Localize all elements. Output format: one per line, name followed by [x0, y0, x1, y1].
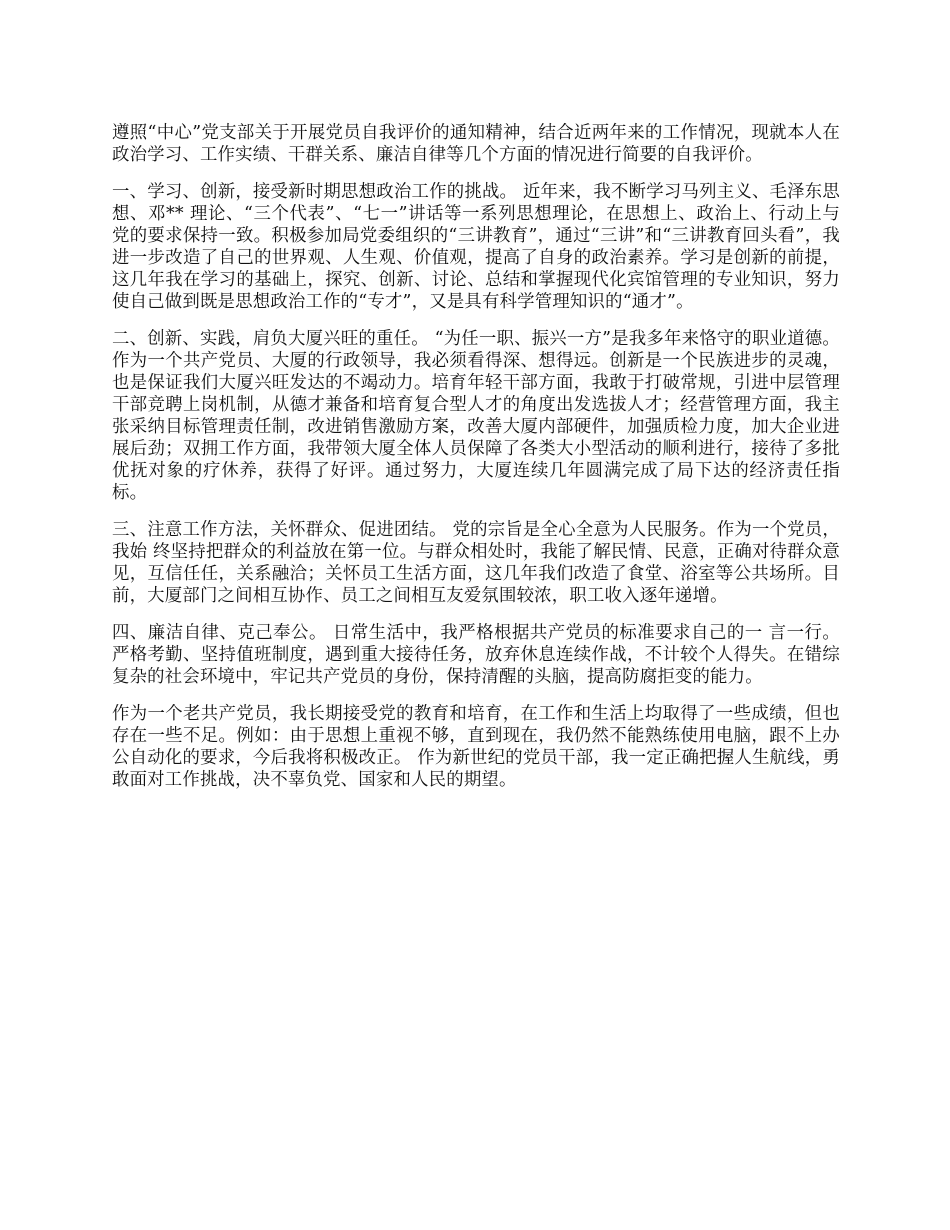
closing-paragraph: 作为一个老共产党员，我长期接受党的教育和培育，在工作和生活上均取得了一些成绩，但也存在一些不足。例如：由于思想上重视不够，直到现在，我仍然不能熟练使用电脑，跟不上办公自动化的要求，今后我将积极改正。 作为新世纪的党员干部，我一定正确把握人生航线，勇敢面对工作挑战，决不辜负党、国家和人民的期望。: [112, 704, 840, 790]
section-1-paragraph: 一、学习、创新，接受新时期思想政治工作的挑战。 近年来，我不断学习马列主义、毛泽东思想、邓** 理论、“三个代表”、“七一”讲话等一系列思想理论，在思想上、政治上、行动上与党的要求保持一致。积极参加局党委组织的“三讲教育”，通过“三讲”和“三讲教育回头看”，我进一步改造了自己的世界观、人生观、价值观，提高了自身的政治素养。学习是创新的前提，这几年我在学习的基础上，探究、创新、讨论、总结和掌握现代化宾馆管理的专业知识，努力使自己做到既是思想政治工作的“专才”，又是具有科学管理知识的“通才”。: [112, 182, 840, 312]
section-2-paragraph: 二、创新、实践，肩负大厦兴旺的重任。 “为任一职、振兴一方”是我多年来恪守的职业道德。 作为一个共产党员、大厦的行政领导，我必须看得深、想得远。创新是一个民族进步的灵魂，也是保证我们大厦兴旺发达的不竭动力。培育年轻干部方面，我敢于打破常规，引进中层管理干部竞聘上岗机制，从德才兼备和培育复合型人才的角度出发选拔人才；经营管理方面，我主张采纳目标管理责任制，改进销售激励方案，改善大厦内部硬件，加强质检力度，加大企业进展后劲；双拥工作方面，我带领大厦全体人员保障了各类大小型活动的顺利进行，接待了多批优抚对象的疗休养，获得了好评。通过努力，大厦连续几年圆满完成了局下达的经济责任指标。: [112, 329, 840, 503]
intro-paragraph: 遵照“中心”党支部关于开展党员自我评价的通知精神，结合近两年来的工作情况，现就本人在政治学习、工作实绩、干群关系、廉洁自律等几个方面的情况进行简要的自我评价。: [112, 123, 840, 165]
document-body: [112, 122, 840, 806]
section-3-paragraph: 三、注意工作方法，关怀群众、促进团结。 党的宗旨是全心全意为人民服务。作为一个党员，我始 终坚持把群众的利益放在第一位。与群众相处时，我能了解民情、民意，正确对待群众意见，互信任任，关系融洽；关怀员工生活方面，这几年我们改造了食堂、浴室等公共场所。目前，大厦部门之间相互协作、员工之间相互友爱氛围较浓，职工收入逐年递增。: [112, 520, 840, 606]
section-4-paragraph: 四、廉洁自律、克己奉公。 日常生活中，我严格根据共产党员的标准要求自己的一 言一行。严格考勤、坚持值班制度，遇到重大接待任务，放弃休息连续作战，不计较个人得失。在错综复杂的社会环境中，牢记共产党员的身份，保持清醒的头脑，提高防腐拒变的能力。: [112, 623, 840, 687]
